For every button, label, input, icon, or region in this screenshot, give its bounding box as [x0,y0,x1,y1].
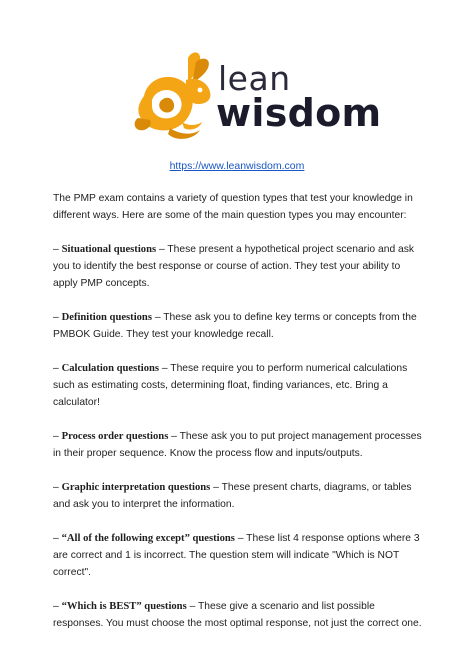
item-text: – These ask you to put project management processes in their proper sequence. Know the process flow and inputs/outputs. [53,431,422,459]
item-prefix: – [53,431,62,442]
item-text: – These ask you to define key terms or concepts from the PMBOK Guide. They test your knowledge recall. [53,312,417,340]
list-item-situational [53,241,425,292]
item-text: – These give a scenario and list possible responses. You must choose the most optimal response, not just the correct one. [53,601,422,629]
item-term: Calculation questions [61,363,160,374]
item-term: Situational questions [61,244,157,255]
item-text: – These list 4 response options where 3 are correct and 1 is incorrect. The question stem will indicate "Which is NOT correct". [53,533,420,578]
item-text: – These present a hypothetical project scenario and ask you to identify the best response or course of action. They test your ability to apply PMP concepts. [53,244,415,289]
list-item-all-except [53,530,425,581]
document-body [53,190,425,649]
rabbit-logo-icon [130,48,220,148]
item-term: Graphic interpretation questions [61,482,211,493]
intro-paragraph: The PMP exam contains a variety of question types that test your knowledge in different ways. Here are some of the main question types you may encounter: [53,193,413,221]
list-item-calculation [53,360,425,411]
lean-wisdom-logo [130,48,382,148]
item-prefix: – [53,601,62,612]
item-text: – These require you to perform numerical calculations such as estimating costs, determining float, finding variances, etc. Bring a calculator! [53,363,408,408]
item-term: Process order questions [61,431,169,442]
list-item-graphic-interpretation [53,479,425,513]
logo-word-wisdom: wisdom [216,91,382,135]
item-prefix: – [53,363,62,374]
list-item-which-best [53,598,425,632]
logo-word-lean: lean [218,59,291,98]
item-term: “All of the following except” questions [61,533,235,544]
item-prefix: – [53,482,62,493]
item-text: – These present charts, diagrams, or tables and ask you to interpret the information. [53,482,412,510]
item-term: Definition questions [61,312,152,323]
list-item-process-order [53,428,425,462]
item-prefix: – [53,312,62,323]
list-item-definition [53,309,425,343]
website-link[interactable]: https://www.leanwisdom.com [169,160,305,172]
item-prefix: – [53,244,62,255]
item-prefix: – [53,533,62,544]
item-term: “Which is BEST” questions [61,601,187,612]
